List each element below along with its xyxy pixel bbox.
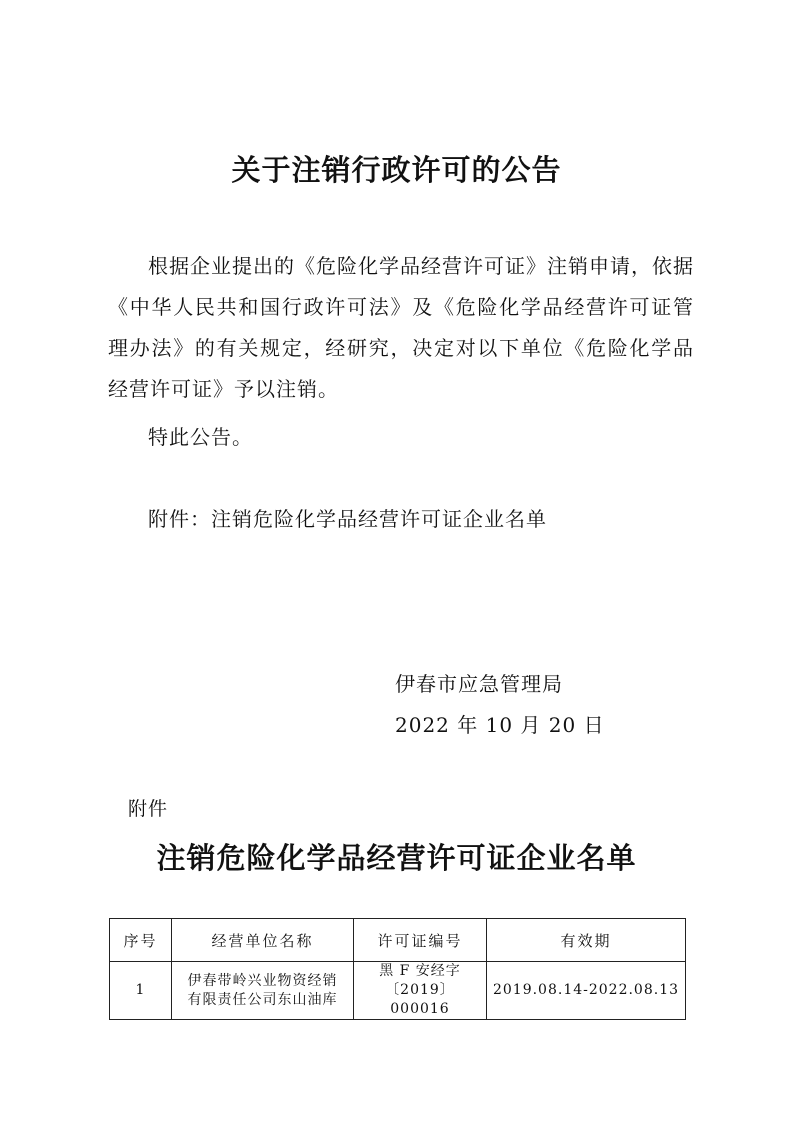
company-name-line2: 有限责任公司东山油库 bbox=[187, 991, 338, 1008]
company-name-line1: 伊春带岭兴业物资经销 bbox=[187, 972, 338, 989]
issue-date: 2022 年 10 月 20 日 bbox=[395, 713, 605, 737]
table-row bbox=[110, 962, 686, 1020]
header-index: 序号 bbox=[110, 919, 172, 962]
cell-index: 1 bbox=[110, 962, 172, 1020]
cell-validity: 2019.08.14-2022.08.13 bbox=[487, 962, 686, 1020]
attachment-reference: 附件：注销危险化学品经营许可证企业名单 bbox=[148, 507, 547, 531]
license-number-line2: 000016 bbox=[390, 1001, 450, 1017]
header-validity: 有效期 bbox=[487, 919, 686, 962]
attachment-title: 注销危险化学品经营许可证企业名单 bbox=[156, 841, 637, 875]
notice-body: 根据企业提出的《危险化学品经营许可证》注销申请，依据《中华人民共和国行政许可法》及《危险化学品经营许可证管理办法》的有关规定，经研究，决定对以下单位《危险化学品经营许可证》予以注销。 bbox=[108, 254, 694, 401]
cell-company-name bbox=[172, 962, 354, 1020]
header-company-name: 经营单位名称 bbox=[172, 919, 354, 962]
table-header-row bbox=[110, 919, 686, 962]
header-license-number: 许可证编号 bbox=[354, 919, 487, 962]
attachment-label: 附件 bbox=[128, 798, 169, 820]
cancelled-license-table bbox=[109, 918, 686, 1020]
notice-title: 关于注销行政许可的公告 bbox=[231, 153, 562, 187]
license-number-line1: 黑 F 安经字〔2019〕 bbox=[379, 963, 461, 998]
notice-closing: 特此公告。 bbox=[148, 425, 253, 449]
cell-license-number bbox=[354, 962, 487, 1020]
issuer-name: 伊春市应急管理局 bbox=[395, 672, 563, 696]
